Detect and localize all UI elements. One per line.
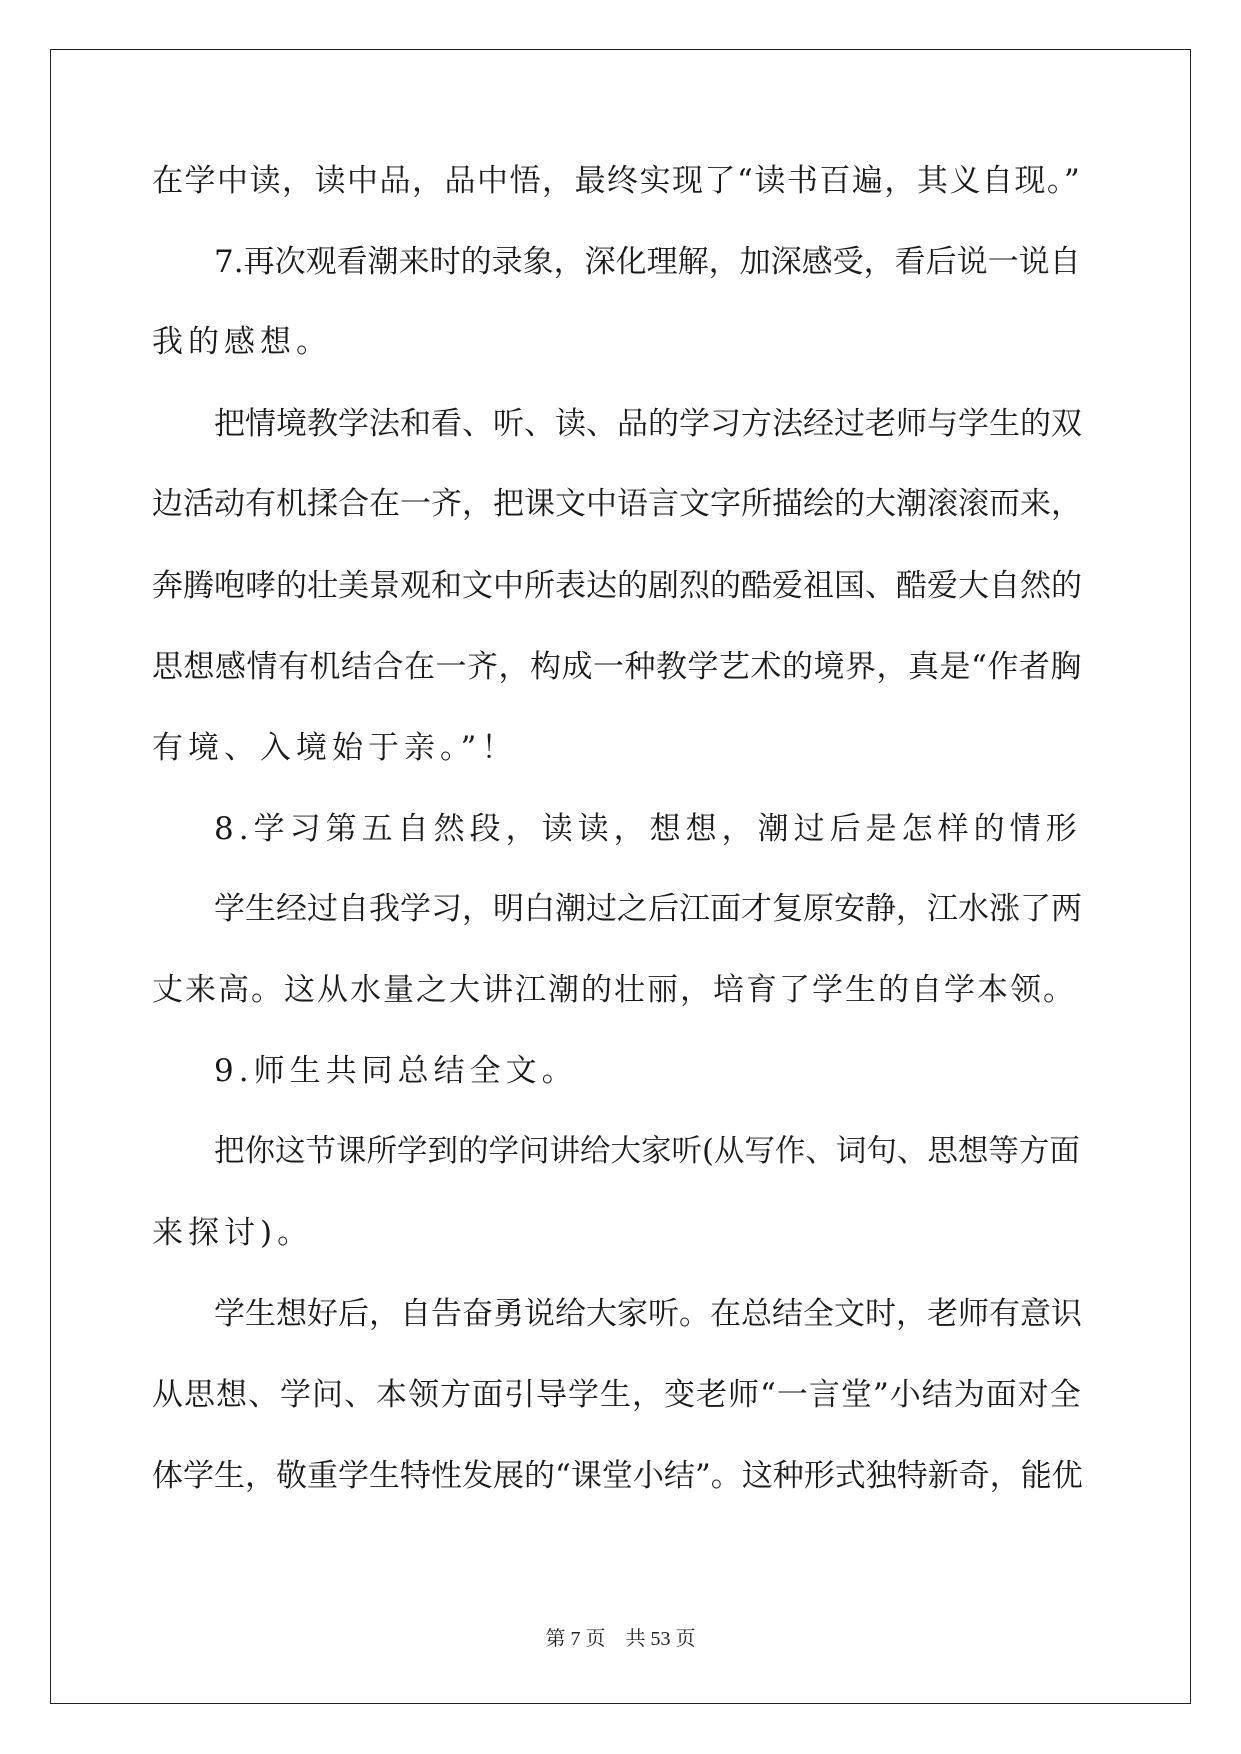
- text-line-12: 9.师生共同总结全文。: [214, 1053, 578, 1089]
- text-line-1: 在学中读，读中品，品中悟，最终实现了“读书百遍，其义自现。”: [152, 163, 1082, 199]
- text-line-10: 学生经过自我学习，明白潮过之后江面才复原安静，江水涨了两: [214, 891, 1082, 927]
- text-line-3: 我的感想。: [152, 324, 332, 360]
- text-line-15: 学生想好后，自告奋勇说给大家听。在总结全文时，老师有意识: [214, 1296, 1082, 1332]
- text-line-6: 奔腾咆哮的壮美景观和文中所表达的剧烈的酷爱祖国、酷爱大自然的: [152, 568, 1082, 604]
- text-line-9: 8.学习第五自然段，读读，想想，潮过后是怎样的情形: [214, 811, 1082, 847]
- text-line-2: 7.再次观看潮来时的录象，深化理解，加深感受，看后说一说自: [214, 244, 1081, 280]
- text-line-4: 把情境教学法和看、听、读、品的学习方法经过老师与学生的双: [214, 406, 1082, 442]
- text-line-11: 丈来高。这从水量之大讲江潮的壮丽，培育了学生的自学本领。: [152, 972, 1076, 1008]
- text-line-7: 思想感情有机结合在一齐，构成一种教学艺术的境界，真是“作者胸: [152, 649, 1082, 685]
- page-number: 第 7 页: [545, 1628, 606, 1650]
- page-total: 共 53 页: [625, 1628, 696, 1650]
- text-line-13: 把你这节课所学到的学问讲给大家听(从写作、词句、思想等方面: [214, 1134, 1080, 1169]
- page-footer: [0, 1627, 1241, 1651]
- text-line-5: 边活动有机揉合在一齐，把课文中语言文字所描绘的大潮滚滚而来，: [152, 486, 1082, 522]
- text-line-16: 从思想、学问、本领方面引导学生，变老师“一言堂”小结为面对全: [152, 1377, 1082, 1413]
- text-line-17: 体学生，敬重学生特性发展的“课堂小结”。这种形式独特新奇，能优: [152, 1458, 1083, 1494]
- text-line-14: 来探讨)。: [152, 1215, 314, 1251]
- text-line-8: 有境、入境始于亲。”！: [152, 730, 518, 766]
